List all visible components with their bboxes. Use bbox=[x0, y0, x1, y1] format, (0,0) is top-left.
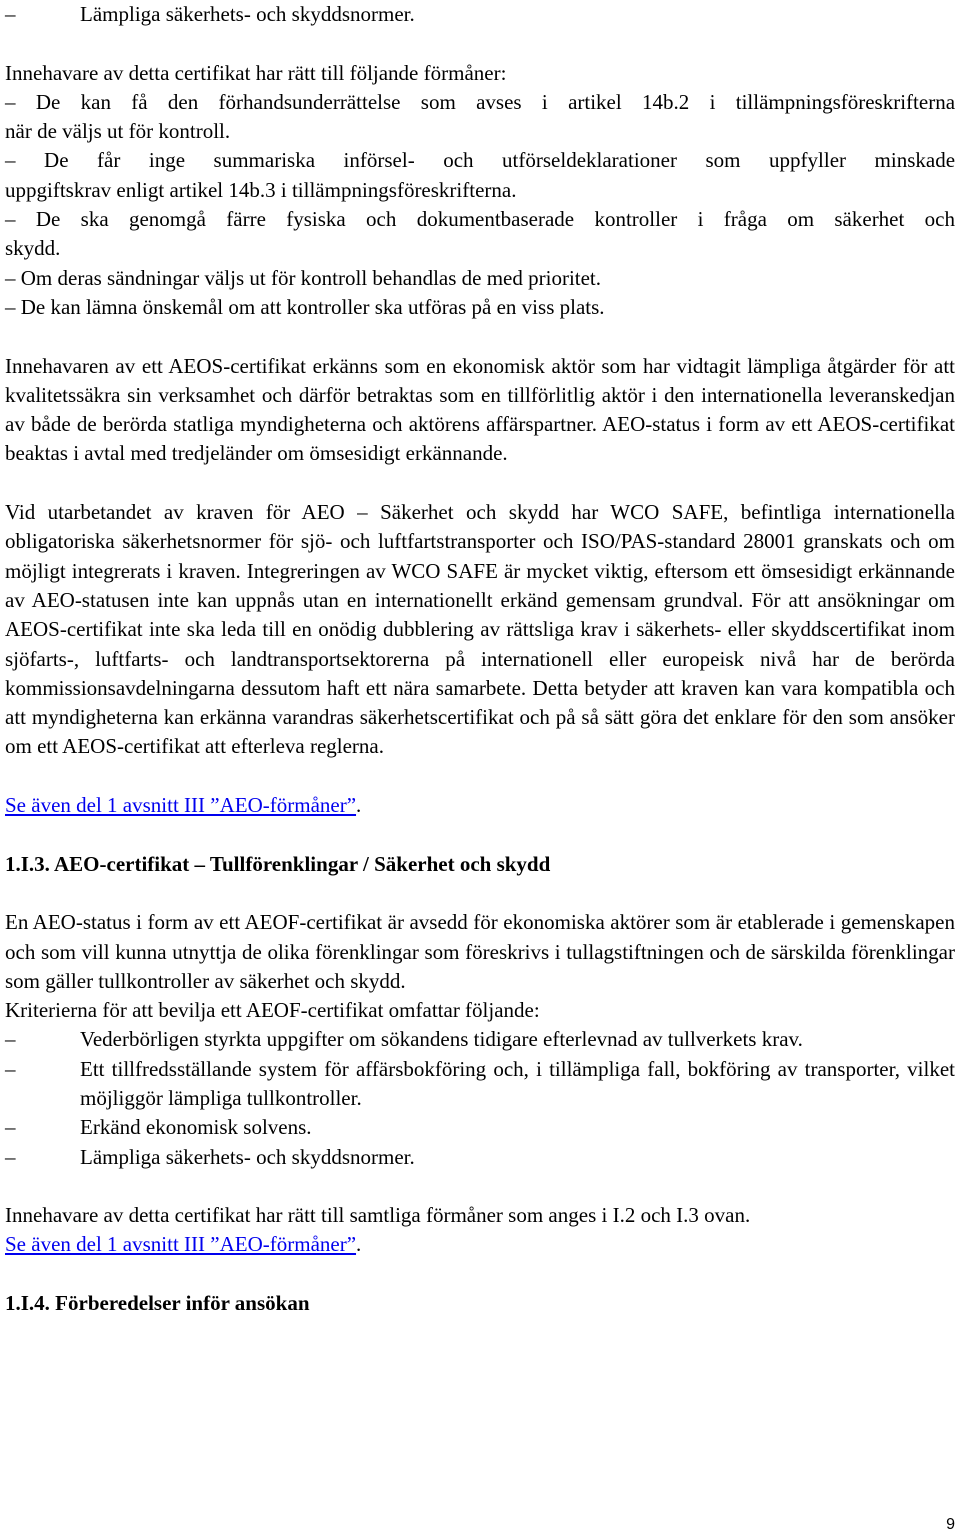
list-item: – De ska genomgå färre fysiska och dokumentbaserade kontroller i fråga om säkerhet och bbox=[5, 207, 955, 232]
list-item: – De kan få den förhandsunderrättelse som avses i artikel 14b.2 i tillämpningsföreskrifterna bbox=[5, 89, 956, 114]
list-item: – Lämpliga säkerhets- och skyddsnormer. bbox=[5, 1144, 415, 1169]
dash-bullet: – bbox=[5, 2, 16, 26]
document-page bbox=[5, 0, 955, 1318]
wco-paragraph: Vid utarbetandet av kraven för AEO – Säkerhet och skydd har WCO SAFE, befintliga internationella obligatoriska säkerhetsnormer för sjö- och luftfartstransporter och ISO/PAS-standard 28001 granskats och om möjligt integrerats i kraven. Integreringen av WCO SAFE är mycket viktig, eftersom ett ömsesidigt erkännande av AEO-statusen inte kan uppnås utan en internationellt erkänd gemensam grundval. För att ansökningar om AEOS-certifikat inte ska leda till en onödig dubblering av rättsliga krav i säkerhets- eller skyddscertifikat inom sjöfarts-, luftfarts- och landtransportsektorerna på internationell eller europeisk nivå har de berörda kommissionsavdelningarna dessutom haft ett nära samarbete. Detta betyder att kraven kan vara kompatibla och att myndigheterna kan erkänna varandras säkerhetscertifikat och på så sätt göra det enklare för den som ansöker om ett AEOS-certifikat att efterleva reglerna. bbox=[5, 500, 955, 759]
aeos-benefits-list: – De kan få den förhandsunderrättelse som avses i artikel 14b.2 i tillämpningsföreskrifterna när de väljs ut för kontroll. – De får inge summariska införsel- och utförseldeklarationer som uppfyller minskade uppgiftskrav enligt artikel 14b.3 i tillämpningsföreskrifterna. – De ska genomgå färre fysiska och dokumentbaserade kontroller i fråga om säkerhet och skydd. – Om deras sändningar väljs ut för kontroll behandlas de med prioritet. – De kan lämna önskemål om att kontroller ska utföras på en viss plats. bbox=[5, 88, 955, 322]
top-criteria-tail bbox=[5, 0, 955, 29]
see-also-paragraph: Se även del 1 avsnitt III ”AEO-förmåner”. bbox=[5, 793, 362, 818]
list-item: – Ett tillfredsställande system för affärsbokföring och, i tillämpliga fall, bokföring av transporter, vilket möjliggör lämpliga tullkontroller. bbox=[5, 1056, 955, 1110]
see-also-link[interactable]: Se även del 1 avsnitt III ”AEO-förmåner” bbox=[5, 793, 357, 818]
section-heading-1-I-3: 1.I.3. AEO-certifikat – Tullförenklingar / Säkerhet och skydd bbox=[5, 851, 551, 876]
aeos-benefits-intro: Innehavare av detta certifikat har rätt till följande förmåner: bbox=[5, 60, 507, 85]
see-also-paragraph-2: Se även del 1 avsnitt III ”AEO-förmåner”. bbox=[5, 1232, 362, 1257]
aeof-criteria-list bbox=[5, 1025, 955, 1171]
list-item: – Erkänd ekonomisk solvens. bbox=[5, 1115, 312, 1140]
see-also-link-2[interactable]: Se även del 1 avsnitt III ”AEO-förmåner” bbox=[5, 1232, 357, 1257]
criteria-intro: Kriterierna för att bevilja ett AEOF-certifikat omfattar följande: bbox=[5, 998, 540, 1023]
aeof-benefits-paragraph: Innehavare av detta certifikat har rätt till samtliga förmåner som anges i I.2 och I.3 ovan. bbox=[5, 1203, 751, 1228]
section-heading-1-I-4: 1.I.4. Förberedelser inför ansökan bbox=[5, 1291, 310, 1316]
list-item: – Lämpliga säkerhets- och skyddsnormer. bbox=[5, 0, 955, 29]
list-item: – De får inge summariska införsel- och utförseldeklarationer som uppfyller minskade bbox=[5, 148, 956, 173]
list-item: – Om deras sändningar väljs ut för kontroll behandlas de med prioritet. bbox=[5, 265, 602, 290]
aeof-paragraph: En AEO-status i form av ett AEOF-certifikat är avsedd för ekonomiska aktörer som är etablerade i gemenskapen och som vill kunna utnyttja de olika förenklingar som föreskrivs i tullagstiftningen och de särskilda förenklingar som gäller tullkontroller av säkerhet och skydd. bbox=[5, 910, 955, 993]
list-item: – De kan lämna önskemål om att kontroller ska utföras på en viss plats. bbox=[5, 294, 605, 319]
recognition-paragraph: Innehavaren av ett AEOS-certifikat erkänns som en ekonomisk aktör som har vidtagit lämpliga åtgärder för att kvalitetssäkra sin verksamhet och därför betraktas som en tillförlitlig aktör i den internationella leveranskedjan av både de berörda statliga myndigheterna och aktörens affärspartner. AEO-status i form av ett AEOS-certifikat beaktas i avtal med tredjeländer om ömsesidigt erkännande. bbox=[5, 353, 955, 466]
list-item: – Vederbörligen styrkta uppgifter om sökandens tidigare efterlevnad av tullverkets krav. bbox=[5, 1027, 803, 1052]
page-number: 9 bbox=[946, 1516, 955, 1533]
